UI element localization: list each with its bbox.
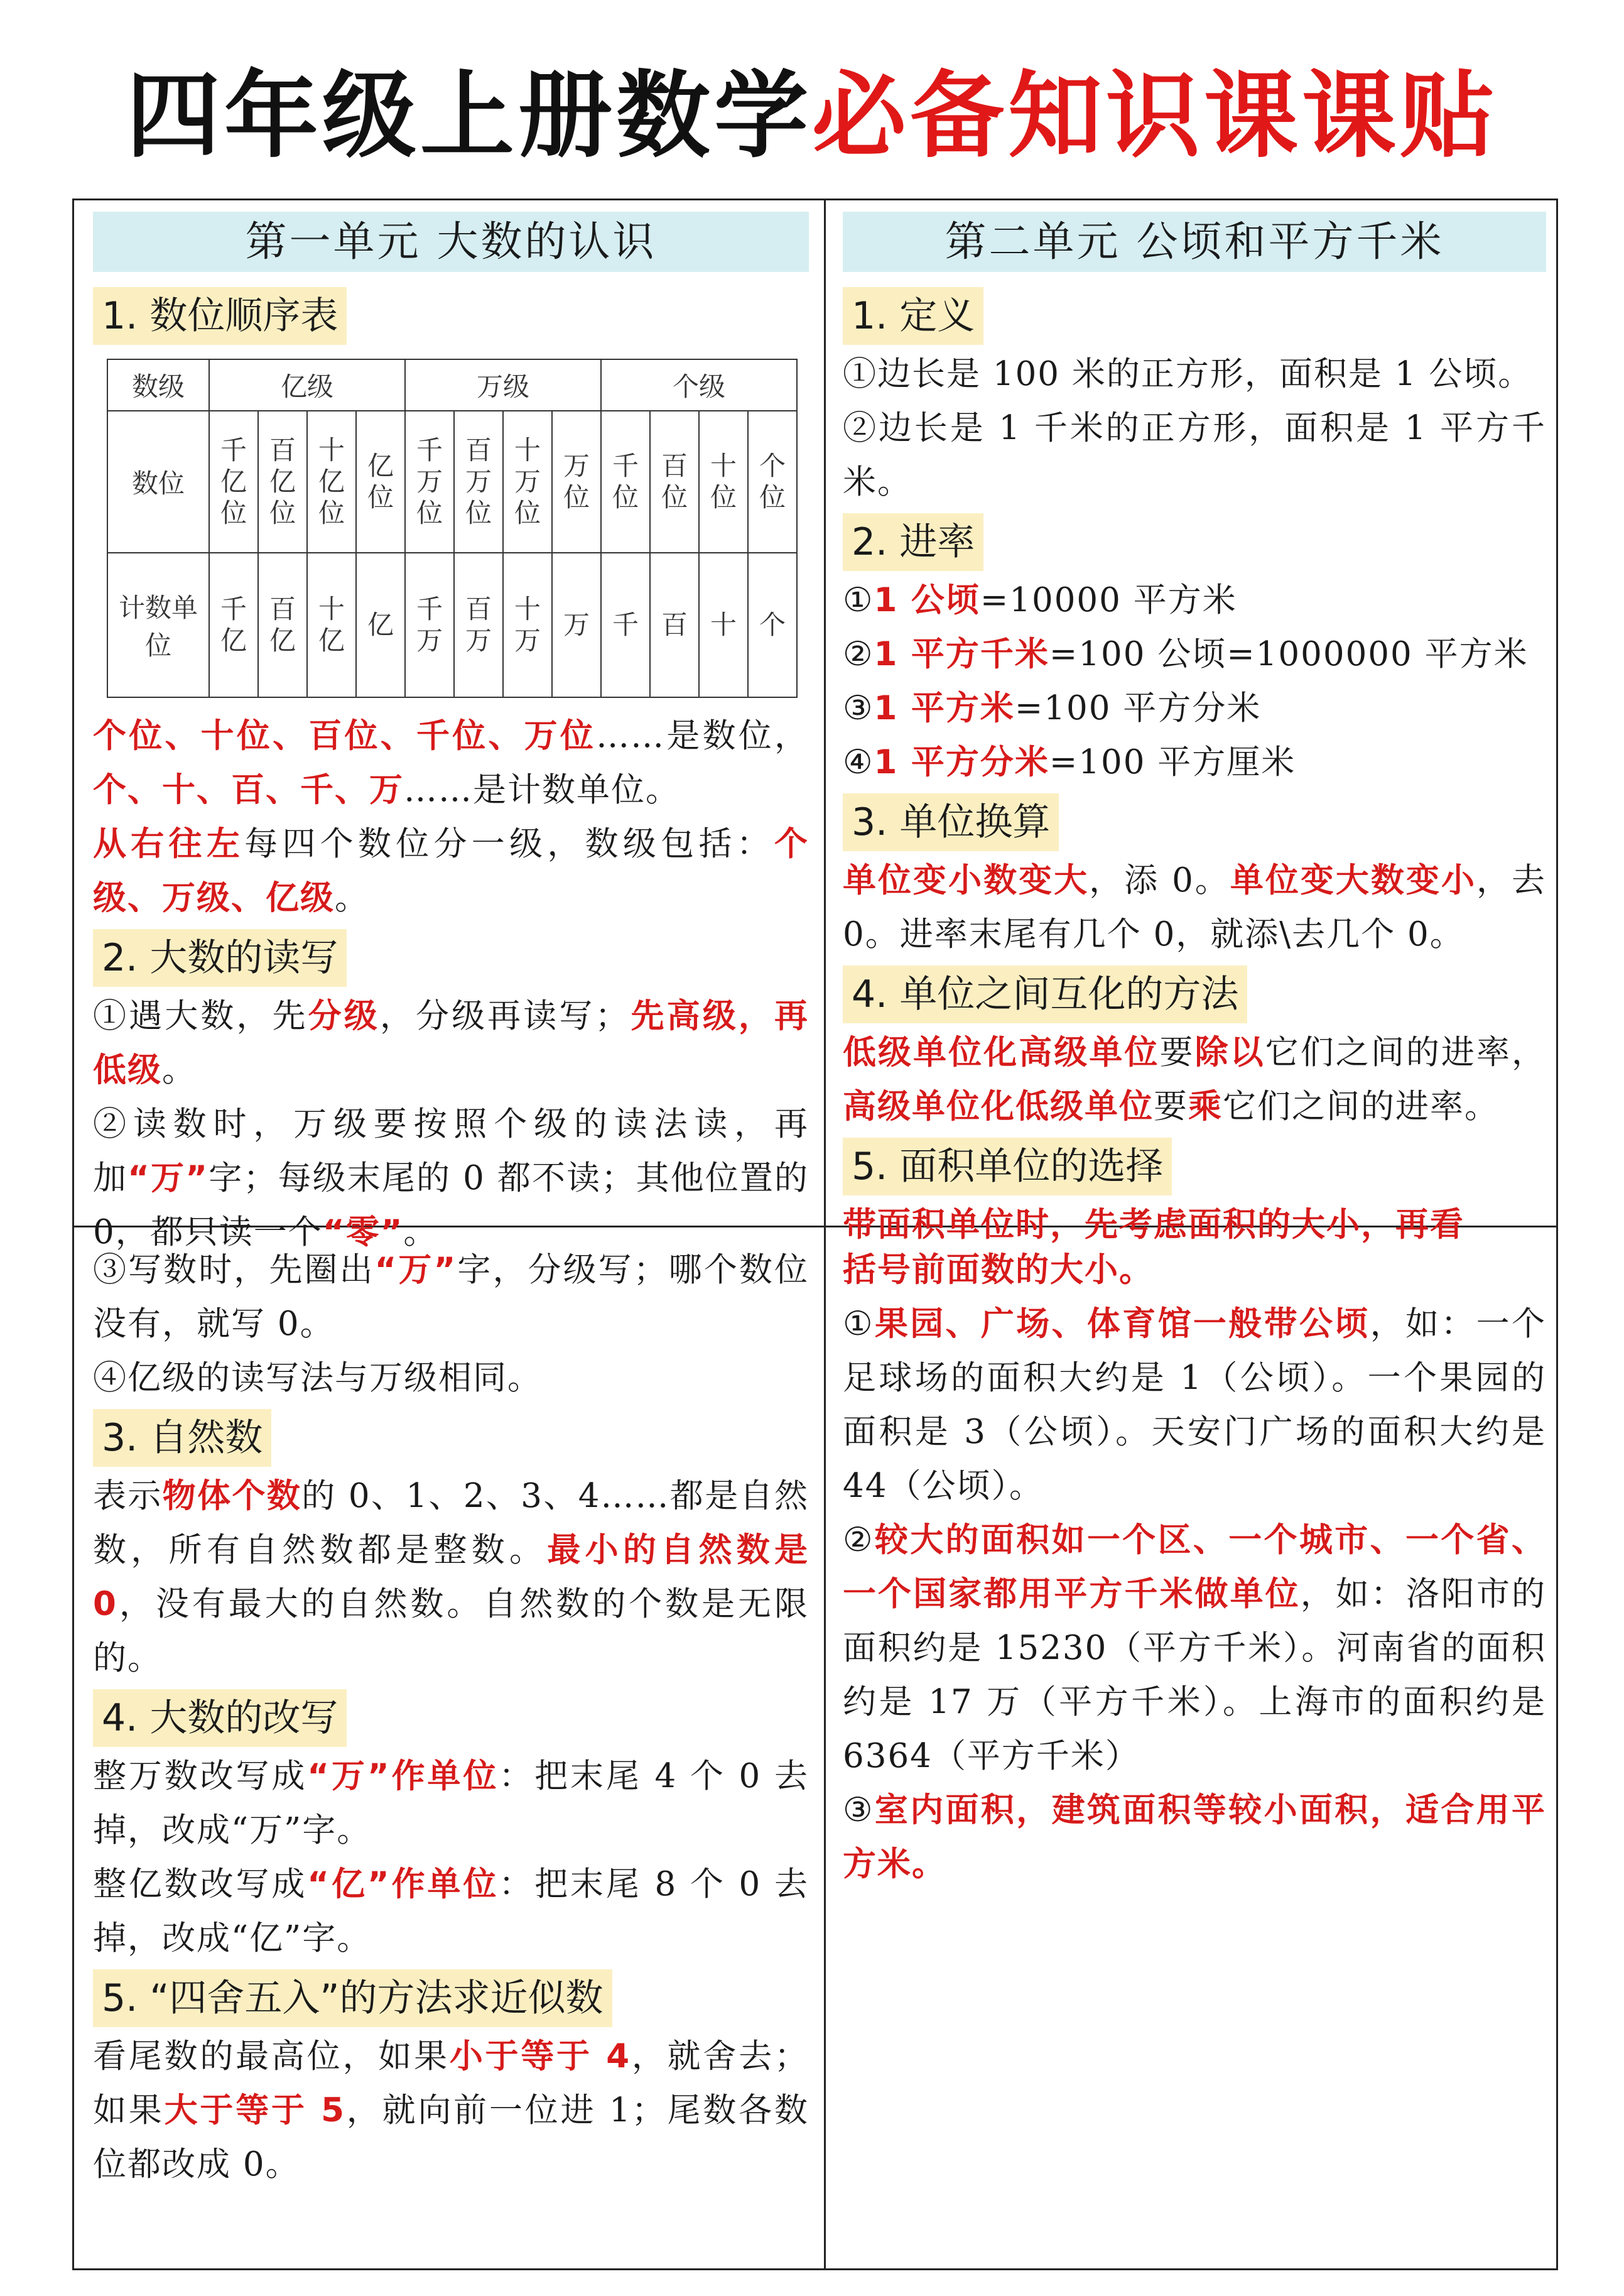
paragraph-read-2: ②读数时，万级要按照个级的读法读，再加“万”字；每级末尾的 0 都不读；其他位置的 0，都只读一个“零”。: [93, 1105, 809, 1251]
table-cell: 万 位: [552, 411, 601, 553]
paragraph-rewrite-yi: 整亿数改写成“亿”作单位：把末尾 8 个 0 去掉，改成“亿”字。: [93, 1865, 809, 1957]
table-cell: 千 位: [601, 411, 650, 553]
table-cell: 个 位: [748, 411, 797, 553]
table-cell: 十 亿 位: [307, 411, 356, 553]
table-cell: 百 亿: [258, 553, 307, 697]
title-black-part: 四年级上册数学: [126, 62, 812, 171]
vertical-divider: [824, 200, 826, 2268]
section-heading-place-table: 1. 数位顺序表: [93, 287, 347, 345]
table-cell: 百 万 位: [454, 411, 503, 553]
section-heading-rates: 2. 进率: [843, 513, 983, 571]
unit2-continued-panel: [843, 1243, 1546, 2255]
table-cell: 百 位: [650, 411, 699, 553]
table-cell: 百: [650, 553, 699, 697]
paragraph-rewrite-wan: 整万数改写成“万”作单位：把末尾 4 个 0 去掉，改成“万”字。: [93, 1757, 809, 1849]
table-cell: 万: [552, 553, 601, 697]
section-heading-definition: 1. 定义: [843, 287, 983, 345]
section-heading-conversion: 3. 单位换算: [843, 793, 1059, 851]
paragraph-choose-unit-cont: 括号前面数的大小。: [843, 1251, 1154, 1289]
table-row-units: [107, 553, 797, 697]
section-heading-choose-unit: 5. 面积单位的选择: [843, 1138, 1172, 1195]
table-row-places: [107, 411, 797, 553]
table-cell: 百 亿 位: [258, 411, 307, 553]
rate-line: ③1 平方米=100 平方分米: [843, 689, 1262, 727]
table-row-header: 计数单位: [107, 553, 209, 697]
table-cell: 十: [699, 553, 748, 697]
table-cell: 十 位: [699, 411, 748, 553]
content-grid: [72, 199, 1558, 2270]
table-cell: 亿: [356, 553, 405, 697]
table-cell: 十 亿: [307, 553, 356, 697]
unit2-header: 第二单元 公顷和平方千米: [843, 212, 1546, 272]
table-cell: 千 万: [405, 553, 454, 697]
section-heading-interconvert: 4. 单位之间互化的方法: [843, 966, 1247, 1023]
table-cell: 千 亿: [209, 553, 258, 697]
paragraph-yi-level: ④亿级的读写法与万级相同。: [93, 1359, 542, 1397]
paragraph-read-1: ①遇大数，先分级，分级再读写；先高级，再低级。: [93, 997, 809, 1089]
paragraph-write-numbers: ③写数时，先圈出“万”字，分级写；哪个数位没有，就写 0。: [93, 1251, 809, 1343]
paragraph-hectare-examples: ①果园、广场、体育馆一般带公顷，如：一个足球场的面积大约是 1（公顷）。一个果园的面积是 3（公顷）。天安门广场的面积大约是 44（公顷）。: [843, 1305, 1547, 1505]
section-heading-read-write: 2. 大数的读写: [93, 929, 347, 987]
table-group-cell: 万级: [405, 359, 601, 411]
page-title: [0, 44, 1624, 188]
paragraph-choose-unit: 带面积单位时，先考虑面积的大小，再看: [843, 1205, 1464, 1244]
table-cell: 千 亿 位: [209, 411, 258, 553]
rate-line: ②1 平方千米=100 公顷=1000000 平方米: [843, 635, 1529, 673]
rate-line: ④1 平方分米=100 平方厘米: [843, 743, 1296, 781]
section-heading-rounding: 5. “四舍五入”的方法求近似数: [93, 1969, 612, 2027]
table-cell: 千 万 位: [405, 411, 454, 553]
section-heading-rewrite: 4. 大数的改写: [93, 1689, 347, 1747]
paragraph-sqm-usage: ③室内面积，建筑面积等较小面积，适合用平方米。: [843, 1791, 1547, 1883]
rate-line: ①1 公顷=10000 平方米: [843, 581, 1237, 619]
paragraph-definition-1: ①边长是 100 米的正方形，面积是 1 公顷。: [843, 355, 1533, 393]
unit1-panel: [93, 212, 809, 1251]
table-row-header: 数位: [107, 411, 209, 553]
unit2-panel: [843, 212, 1547, 1244]
table-group-cell: 亿级: [209, 359, 405, 411]
place-value-table: [107, 359, 798, 698]
table-group-cell: 个级: [601, 359, 797, 411]
paragraph-interconvert: 低级单位化高级单位要除以它们之间的进率，高级单位化低级单位要乘它们之间的进率。: [843, 1033, 1547, 1126]
title-red-part: 必备知识课课贴: [812, 62, 1498, 171]
paragraph-levels: 从右往左每四个数位分一级，数级包括：个级、万级、亿级。: [93, 825, 809, 917]
paragraph-definition-2: ②边长是 1 千米的正方形，面积是 1 平方千米。: [843, 409, 1546, 501]
paragraph-place-names: 个位、十位、百位、千位、万位……是数位，个、十、百、千、万……是计数单位。: [93, 717, 809, 809]
unit1-continued-panel: [93, 1243, 809, 2255]
paragraph-sqkm-examples: ②较大的面积如一个区、一个城市、一个省、一个国家都用平方千米做单位，如：洛阳市的面积约是 15230（平方千米）。河南省的面积约是 17 万（平方千米）。上海市的面积约是 6364（平方千米）: [843, 1521, 1547, 1775]
section-heading-natural-numbers: 3. 自然数: [93, 1409, 271, 1467]
table-cell: 十 万: [503, 553, 552, 697]
paragraph-rounding: 看尾数的最高位，如果小于等于 4，就舍去；如果大于等于 5，就向前一位进 1；尾数各数位都改成 0。: [93, 2037, 809, 2184]
table-row-level: [107, 359, 797, 411]
unit1-header: 第一单元 大数的认识: [93, 212, 809, 272]
table-cell: 个: [748, 553, 797, 697]
table-cell: 千: [601, 553, 650, 697]
table-row-header: 数级: [107, 359, 209, 411]
paragraph-natural-numbers: 表示物体个数的 0、1、2、3、4……都是自然数，所有自然数都是整数。最小的自然数是 0，没有最大的自然数。自然数的个数是无限的。: [93, 1477, 809, 1677]
paragraph-conversion: 单位变小数变大，添 0。单位变大数变小，去 0。进率末尾有几个 0，就添\去几个 0。: [843, 861, 1547, 954]
table-cell: 百 万: [454, 553, 503, 697]
table-cell: 亿 位: [356, 411, 405, 553]
table-cell: 十 万 位: [503, 411, 552, 553]
